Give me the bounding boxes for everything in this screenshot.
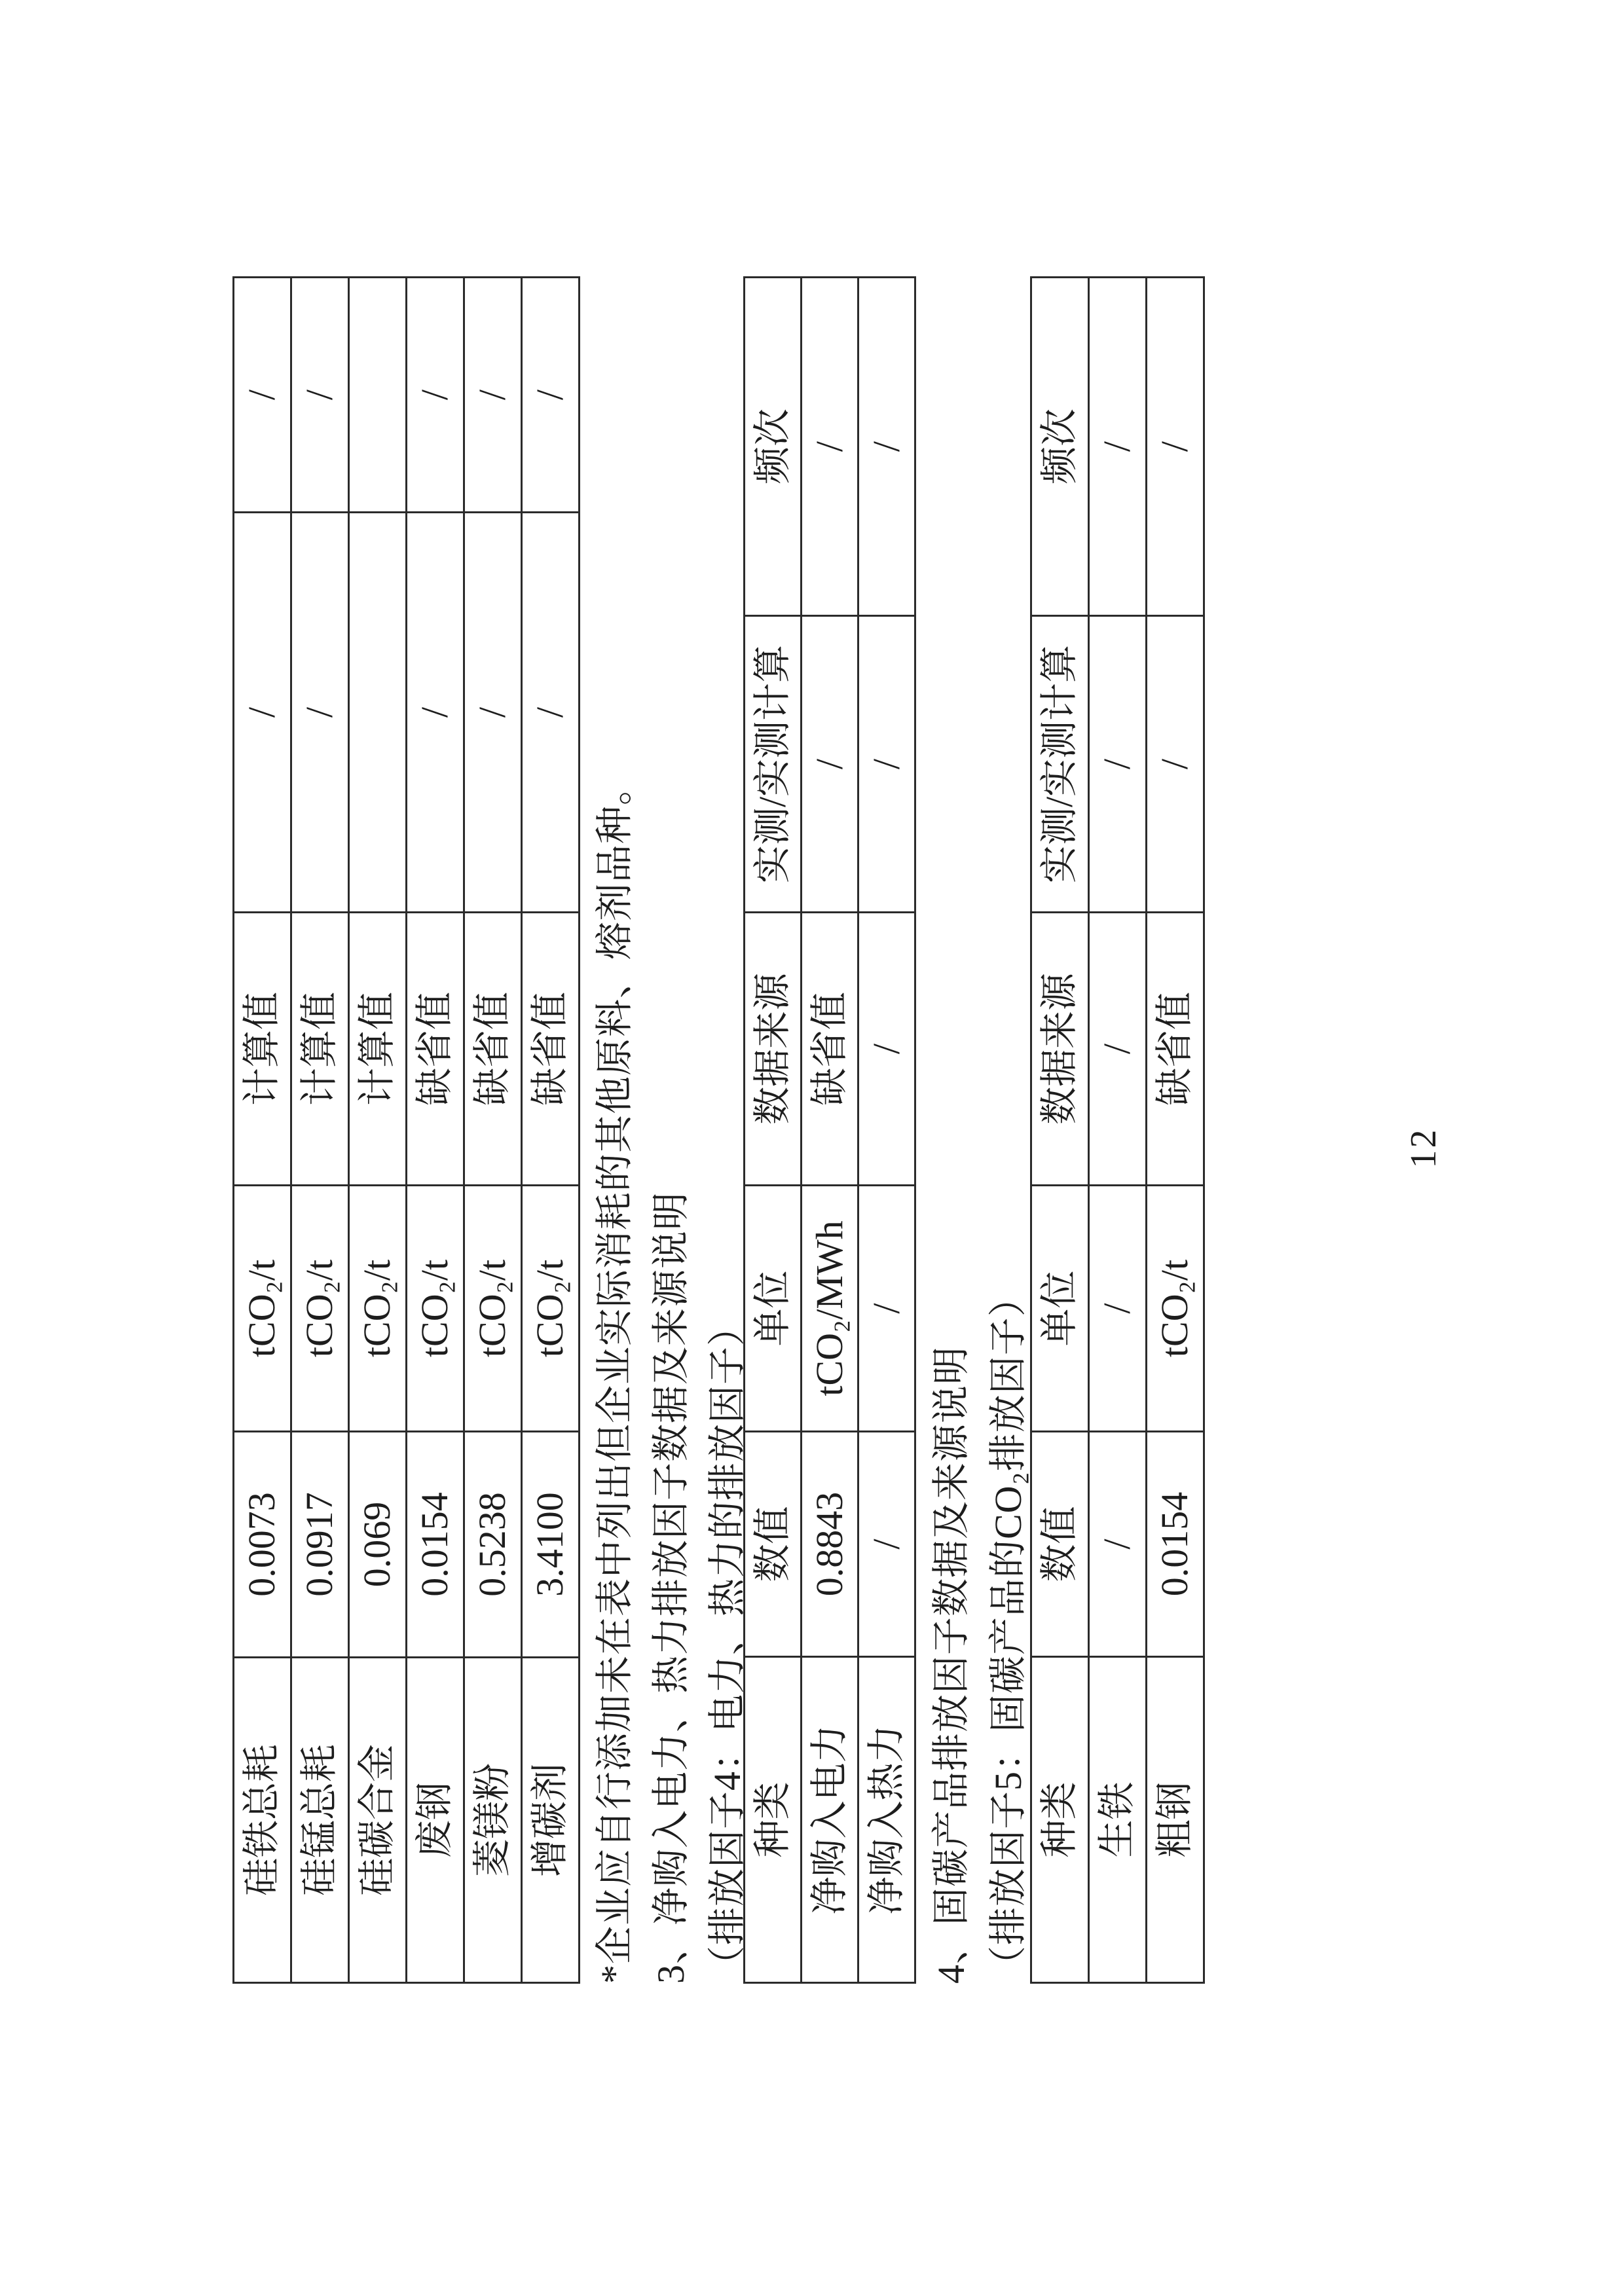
table-header-cell: 数值 xyxy=(745,1432,802,1657)
table-cell: 缺省值 xyxy=(407,913,464,1186)
table-cell: 0.0917 xyxy=(291,1432,349,1658)
table-cell: tCO₂/t xyxy=(407,1186,464,1432)
table-cell: tCO₂/t xyxy=(291,1186,349,1432)
table-row xyxy=(407,278,464,1983)
table-header-row xyxy=(1031,278,1089,1983)
table-cell: / xyxy=(858,278,915,616)
table-cell: tCO₂/t xyxy=(464,1186,522,1432)
table-cell xyxy=(349,278,407,513)
table-cell: / xyxy=(1089,1432,1147,1657)
table-cell: / xyxy=(407,513,464,913)
table-cell: 0.0154 xyxy=(1147,1432,1204,1657)
table-cell: / xyxy=(1147,278,1204,616)
table-cell: 0.8843 xyxy=(802,1432,858,1657)
table-header-cell: 数据来源 xyxy=(745,913,802,1186)
table-cell: / xyxy=(1089,278,1147,616)
table-cell: 计算值 xyxy=(291,913,349,1186)
table-cell: / xyxy=(858,1432,915,1657)
page-number: 12 xyxy=(1403,1127,1444,1169)
table-row xyxy=(464,278,522,1983)
carbon-products-emission-factor-table xyxy=(1030,276,1205,1984)
table-cell: 计算值 xyxy=(349,913,407,1186)
table-cell: tCO₂/t xyxy=(1147,1186,1204,1432)
table-cell: 缺省值 xyxy=(1147,913,1204,1186)
table-row xyxy=(1089,278,1147,1983)
table-cell: / xyxy=(291,513,349,913)
table-cell: / xyxy=(291,278,349,513)
table-cell: tCO₂/t xyxy=(349,1186,407,1432)
table-cell: / xyxy=(1089,616,1147,913)
table-cell: / xyxy=(234,513,291,913)
table-cell: 硅碳合金 xyxy=(349,1658,407,1983)
table-cell: 0.0154 xyxy=(407,1432,464,1658)
table-cell: 净购入电力 xyxy=(802,1657,858,1983)
table-cell: 缺省值 xyxy=(522,913,580,1186)
table-cell: 硅锰总耗 xyxy=(291,1658,349,1983)
emission-factor-5-subheading: （排放因子5：固碳产品的CO₂排放因子） xyxy=(987,1278,1029,1984)
table-cell: / xyxy=(1089,913,1147,1186)
table-cell: 3.4100 xyxy=(522,1432,580,1658)
table-header-cell: 单位 xyxy=(745,1186,802,1432)
table-cell: / xyxy=(858,913,915,1186)
table-cell: / xyxy=(522,513,580,913)
table-header-cell: 频次 xyxy=(1031,278,1089,616)
table-cell: / xyxy=(802,616,858,913)
table-cell xyxy=(349,513,407,913)
table-header-cell: 实测/实测计算 xyxy=(1031,616,1089,913)
table-cell: / xyxy=(464,278,522,513)
table-cell: 缺省值 xyxy=(464,913,522,1186)
table-cell: tCO₂/t xyxy=(234,1186,291,1432)
table-row xyxy=(522,278,580,1983)
table-row xyxy=(349,278,407,1983)
table-cell: / xyxy=(407,278,464,513)
table-cell: 粗钢 xyxy=(1147,1657,1204,1983)
materials-emission-factor-table-continued xyxy=(232,276,580,1984)
table-cell: / xyxy=(522,278,580,513)
table-row xyxy=(291,278,349,1983)
table-cell: / xyxy=(802,278,858,616)
table-row xyxy=(802,278,858,1983)
table-cell: 净购入热力 xyxy=(858,1657,915,1983)
table-cell: / xyxy=(234,278,291,513)
table-cell: 生铁 xyxy=(1089,1657,1147,1983)
table-footnote: *企业应自行添加未在表中列出但企业实际消耗的其他原料、熔剂品种。 xyxy=(593,766,636,1984)
table-header-row xyxy=(745,278,802,1983)
table-cell: 0.069 xyxy=(349,1432,407,1658)
table-row xyxy=(1147,278,1204,1983)
table-row xyxy=(234,278,291,1983)
table-cell: 计算值 xyxy=(234,913,291,1186)
section-3-heading: 3、净购入电力、热力排放因子数据及来源说明 xyxy=(650,1191,692,1984)
table-cell: 废钢 xyxy=(407,1658,464,1983)
emission-factor-4-subheading: （排放因子4：电力、热力的排放因子） xyxy=(706,1307,748,1984)
table-cell: 增碳剂 xyxy=(522,1658,580,1983)
table-cell: 缺省值 xyxy=(802,913,858,1186)
table-cell: tCO₂/t xyxy=(522,1186,580,1432)
table-header-cell: 单位 xyxy=(1031,1186,1089,1432)
table-cell: / xyxy=(464,513,522,913)
table-header-cell: 数值 xyxy=(1031,1432,1089,1657)
power-heat-emission-factor-table xyxy=(743,276,916,1984)
table-cell: / xyxy=(1089,1186,1147,1432)
section-4-heading: 4、固碳产品排放因子数据及来源说明 xyxy=(930,1345,972,1984)
table-cell: / xyxy=(858,1186,915,1432)
table-cell: 菱镁粉 xyxy=(464,1658,522,1983)
table-cell: 硅铁总耗 xyxy=(234,1658,291,1983)
table-cell: / xyxy=(1147,616,1204,913)
table-header-cell: 数据来源 xyxy=(1031,913,1089,1186)
table-cell: 0.5238 xyxy=(464,1432,522,1658)
table-header-cell: 实测/实测计算 xyxy=(745,616,802,913)
table-row xyxy=(858,278,915,1983)
table-header-cell: 种类 xyxy=(745,1657,802,1983)
table-cell: 0.0073 xyxy=(234,1432,291,1658)
table-header-cell: 频次 xyxy=(745,278,802,616)
table-cell: tCO₂/MWh xyxy=(802,1186,858,1432)
table-cell: / xyxy=(858,616,915,913)
table-header-cell: 种类 xyxy=(1031,1657,1089,1983)
